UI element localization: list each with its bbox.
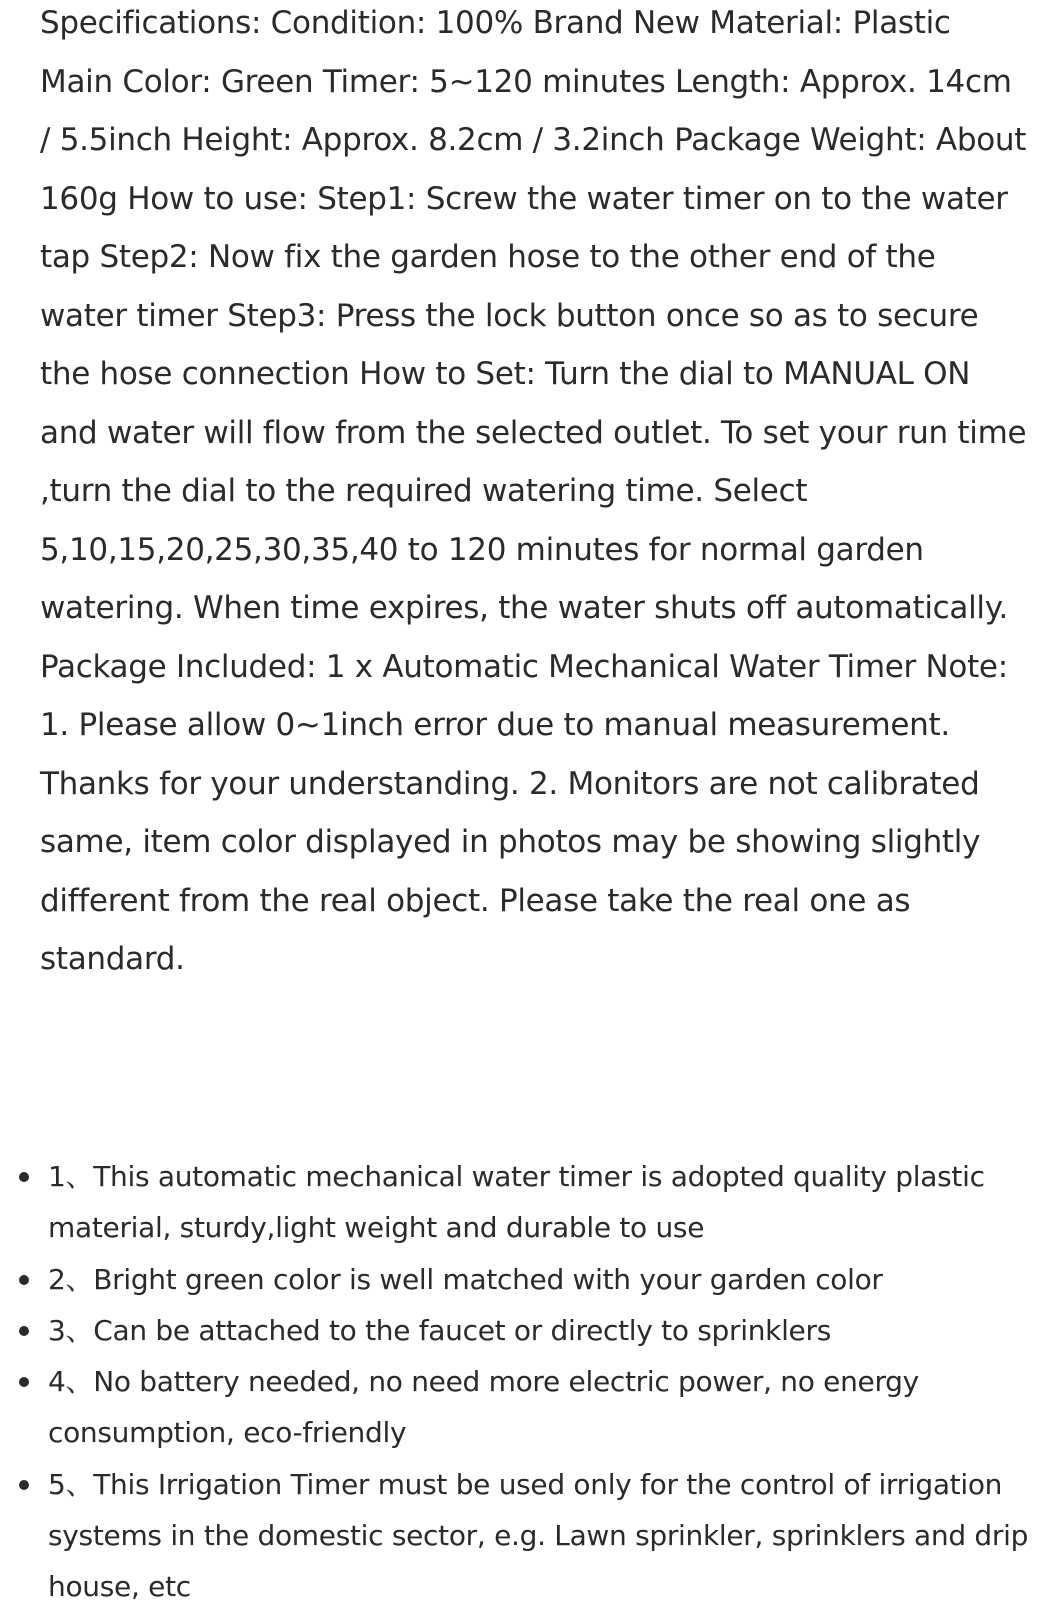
- feature-text: 4、No battery needed, no need more electric power, no energy consumption, eco-friendly: [48, 1365, 919, 1450]
- bullet-icon: [19, 1275, 29, 1285]
- bullet-icon: [19, 1172, 29, 1182]
- feature-text: 3、Can be attached to the faucet or directly to sprinklers: [48, 1313, 831, 1347]
- bullet-icon: [19, 1377, 29, 1387]
- feature-text: 2、Bright green color is well matched with your garden color: [48, 1262, 883, 1296]
- list-item: [0, 1459, 1030, 1613]
- product-description: Specifications: Condition: 100% Brand New Material: Plastic Main Color: Green Timer: 5~120 minutes Length: Approx. 14cm / 5.5inch Height: Approx. 8.2cm / 3.2inch Package Weight: About 160g How to use: Step1: Screw the water timer on to the water tap Step2: Now fix the garden hose to the other end of the water timer Step3: Press the lock button once so as to secure the hose connection How to Set: Turn the dial to MANUAL ON and water will flow from the selected outlet. To set your run time ,turn the dial to the required watering time. Select 5,10,15,20,25,30,35,40 to 120 minutes for normal garden watering. When time expires, the water shuts off automatically. Package Included: 1 x Automatic Mechanical Water Timer Note: 1. Please allow 0~1inch error due to manual measurement. Thanks for your understanding. 2. Monitors are not calibrated same, item color displayed in photos may be showing slightly different from the real object. Please take the real one as standard.: [40, 5, 1027, 977]
- list-item: [0, 1305, 1030, 1356]
- feature-text: 1、This automatic mechanical water timer is adopted quality plastic material, sturdy,light weight and durable to use: [48, 1160, 985, 1245]
- list-item: [0, 1151, 1030, 1254]
- feature-list: [0, 1151, 1030, 1613]
- bullet-icon: [19, 1480, 29, 1490]
- list-item: [0, 1254, 1030, 1305]
- bullet-icon: [19, 1326, 29, 1336]
- feature-text: 5、This Irrigation Timer must be used only for the control of irrigation systems in the domestic sector, e.g. Lawn sprinkler, sprinklers and drip house, etc: [48, 1467, 1029, 1604]
- list-item: [0, 1356, 1030, 1459]
